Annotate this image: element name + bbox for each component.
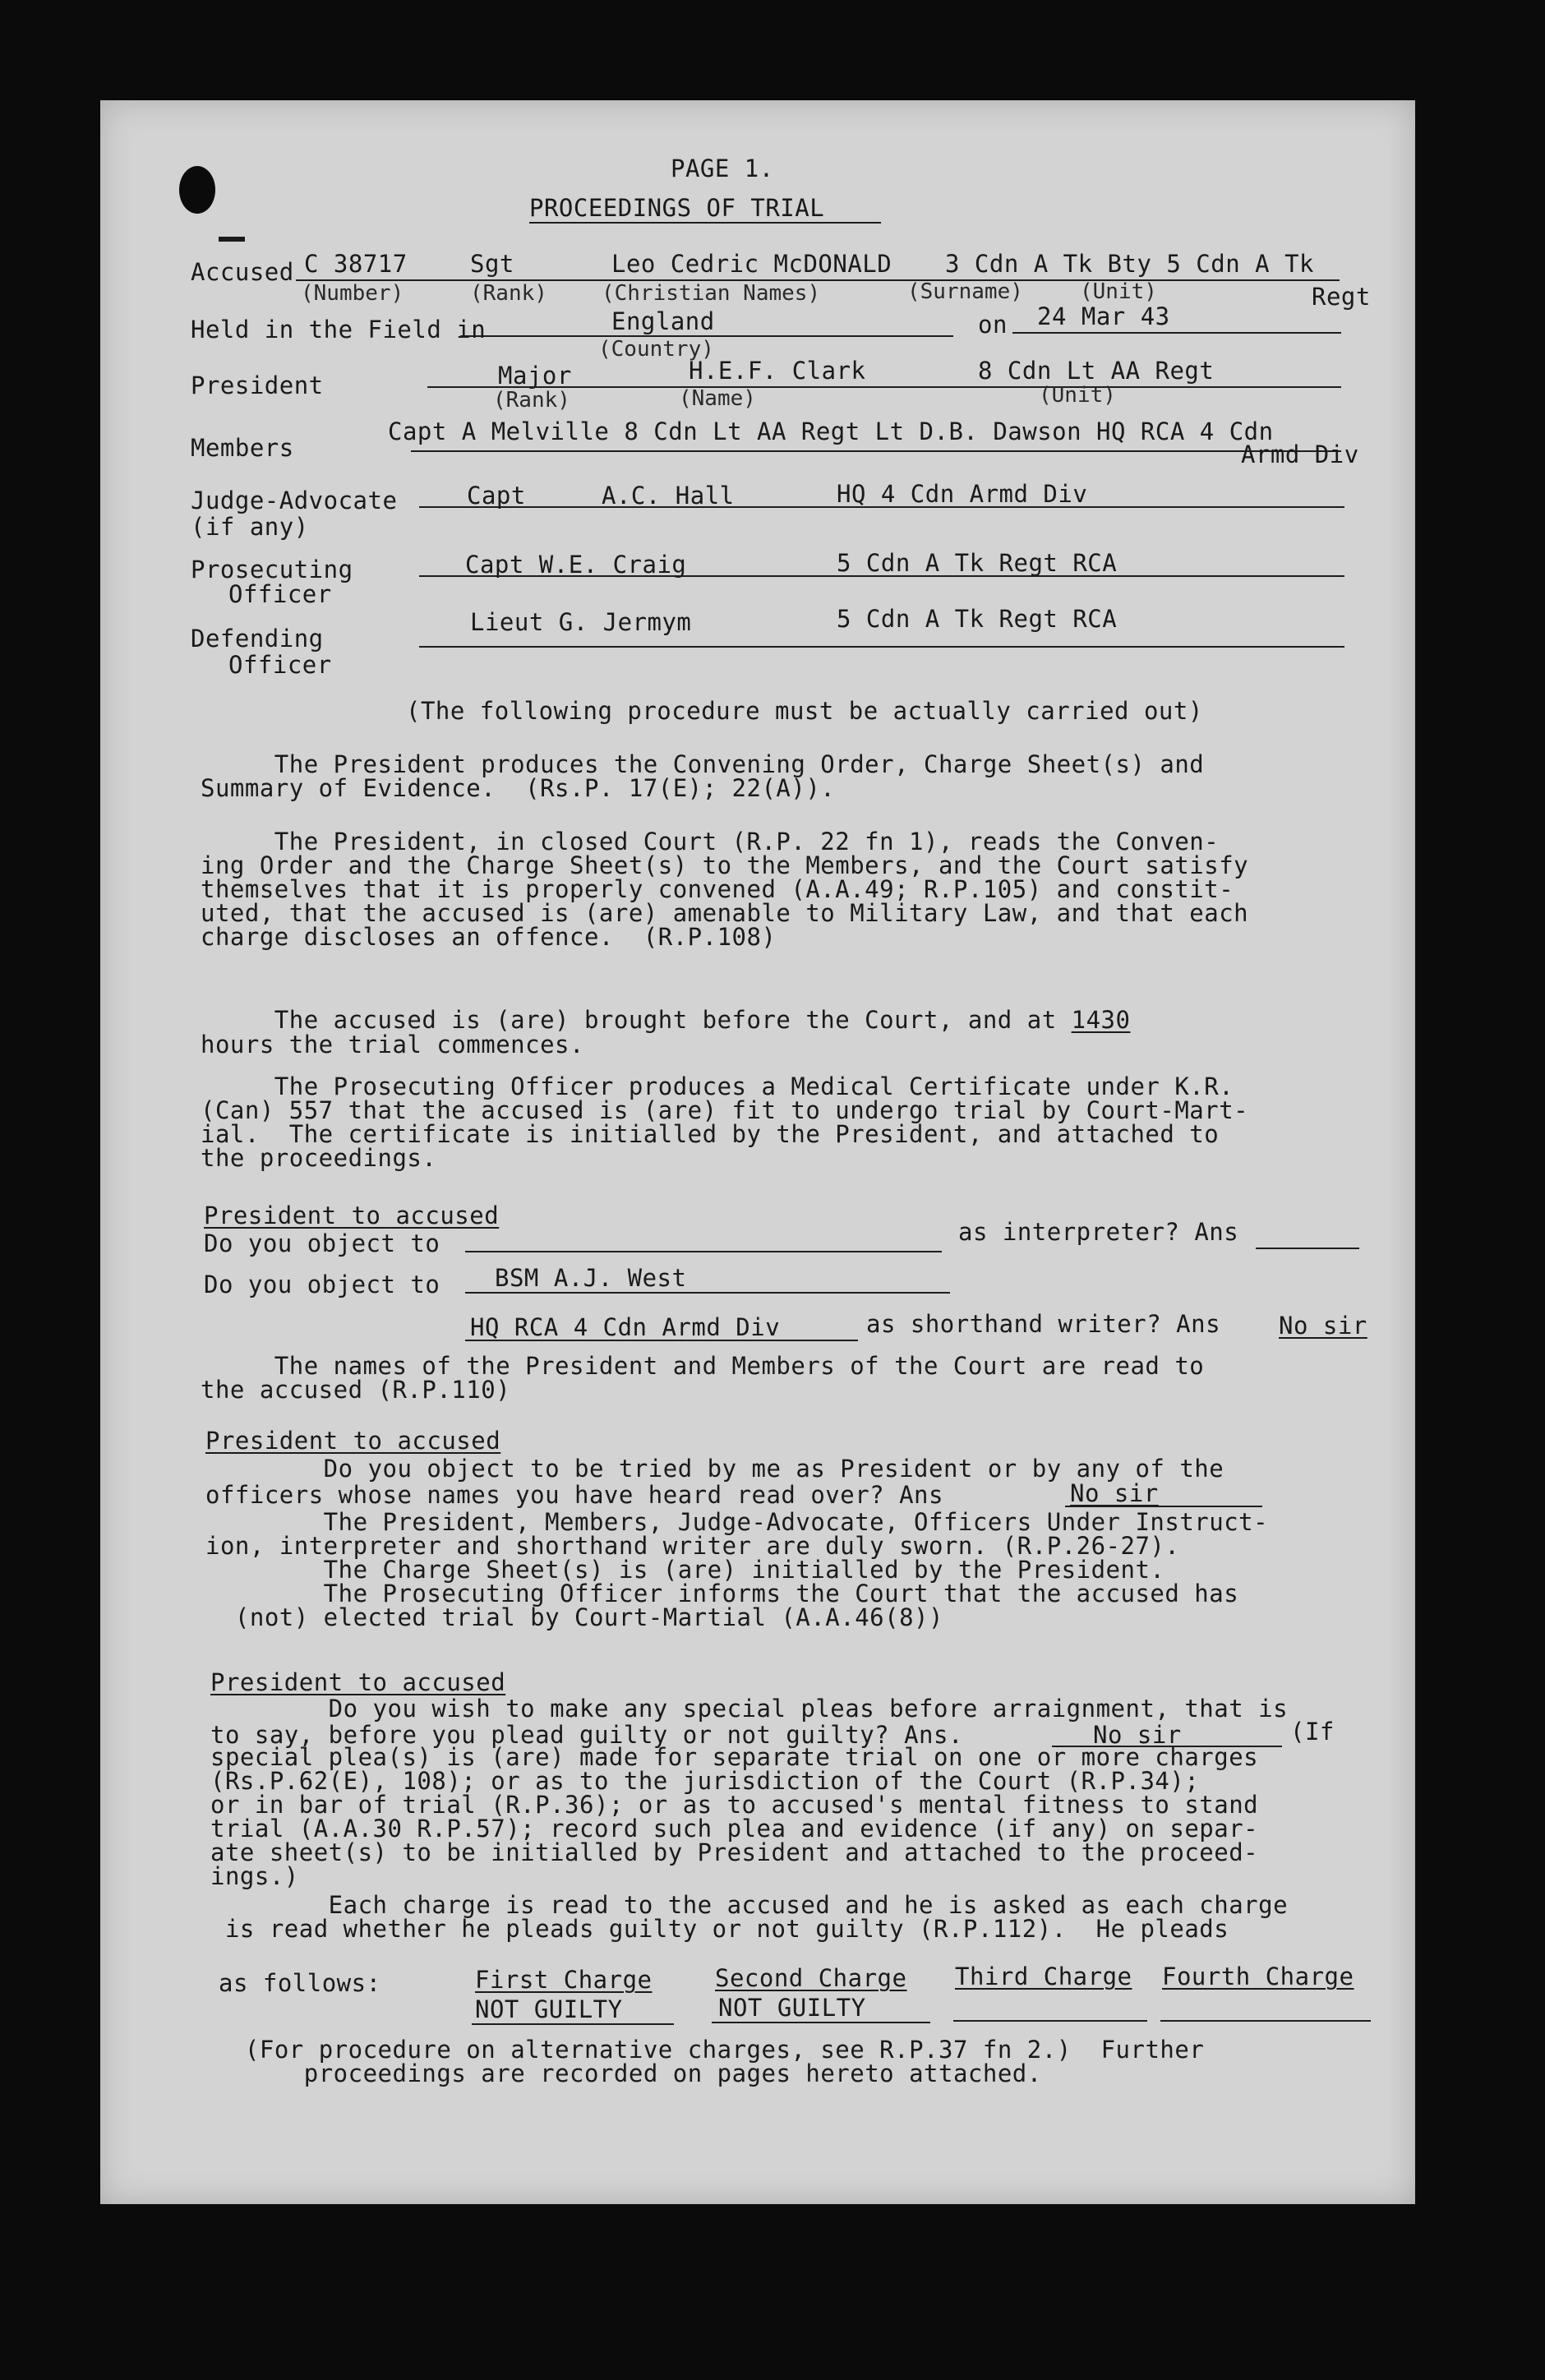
judge-label: Judge-Advocate — [191, 487, 398, 514]
charge-header-3: Third Charge — [955, 1963, 1132, 1990]
caption-rank: (Rank) — [470, 281, 547, 306]
interpreter-answer-line — [1256, 1248, 1359, 1249]
accused-rank: Sgt — [470, 250, 514, 278]
special-pleas-answer: No sir — [1093, 1721, 1182, 1749]
judge-rank: Capt — [467, 482, 526, 510]
shorthand-writer-name: BSM A.J. West — [495, 1264, 687, 1292]
special-pleas-if: (If — [1290, 1718, 1335, 1746]
title-underline — [529, 222, 881, 224]
document-title: PROCEEDINGS OF TRIAL — [529, 194, 825, 222]
charge-plea-1-line — [472, 2023, 674, 2025]
held-label: Held in the Field in — [191, 316, 487, 344]
accused-unit-cont: Regt — [1312, 283, 1371, 311]
trial-start-time: 1430 — [1071, 1006, 1131, 1034]
defending-label: Defending — [191, 625, 324, 653]
as-follows: as follows: — [219, 1969, 381, 1997]
objection-question-2: officers whose names you have heard read over? Ans — [205, 1481, 943, 1509]
page-number: PAGE 1. — [671, 155, 774, 182]
procedure-note: (The following procedure must be actually carried out) — [406, 697, 1203, 725]
judge-unit: HQ 4 Cdn Armd Div — [837, 480, 1088, 508]
accused-number: C 38717 — [304, 250, 408, 278]
charge-plea-3-line — [953, 2020, 1147, 2022]
caption-number: (Number) — [301, 281, 404, 306]
caption-president-rank: (Rank) — [493, 388, 570, 413]
charge-header-4: Fourth Charge — [1162, 1963, 1354, 1990]
held-date: 24 Mar 43 — [1037, 302, 1170, 330]
prosecuting-name: Capt W.E. Craig — [465, 551, 687, 579]
paragraph-names-read: The names of the President and Members of the Court are read to the accused (R.P.110) — [201, 1352, 1205, 1404]
accused-label: Accused — [191, 258, 294, 286]
prosecuting-label: Prosecuting — [191, 556, 353, 583]
on-label: on — [978, 311, 1008, 339]
margin-mark — [219, 237, 245, 242]
caption-president-unit: (Unit) — [1039, 383, 1116, 408]
caption-surname: (Surname) — [907, 279, 1023, 304]
paragraph-closed-court: The President, in closed Court (R.P. 22 fn 1), reads the Conven- ing Order and the Charge Sheet(s) to the Members, and the Court satisfy themselves that it is properly convened (A.A.49; R.P.105) and constit- uted, that the accused is (are) amenable to Military Law, and that each charge discloses an offence. (R.P.108) — [201, 828, 1249, 951]
paragraph-charges-read: Each charge is read to the accused and he is asked as each charge is read whether he pleads guilty or not guilty (R.P.112). He pleads — [224, 1891, 1289, 1943]
footer-note: (For procedure on alternative charges, see R.P.37 fn 2.) Further proceedings are recorded on pages hereto attached. — [244, 2036, 1205, 2087]
paragraph-brought — [201, 1006, 1130, 1034]
interpreter-question-tail: as interpreter? Ans — [958, 1218, 1239, 1246]
members-line — [411, 450, 1341, 452]
charge-header-2: Second Charge — [715, 1964, 907, 1992]
accused-unit: 3 Cdn A Tk Bty 5 Cdn A Tk — [945, 250, 1314, 278]
judge-label-2: (if any) — [191, 513, 309, 541]
special-pleas-question-2: to say, before you plead guilty or not guilty? Ans. — [210, 1721, 963, 1749]
shorthand-line — [465, 1292, 950, 1294]
caption-country: (Country) — [598, 337, 714, 362]
president-unit: 8 Cdn Lt AA Regt — [978, 357, 1215, 385]
defending-name: Lieut G. Jermym — [470, 608, 692, 636]
judge-name: A.C. Hall — [602, 482, 735, 510]
paragraph-commences: hours the trial commences. — [201, 1031, 584, 1059]
shorthand-question: Do you object to — [204, 1271, 440, 1298]
special-pleas-question: Do you wish to make any special pleas before arraignment, that is — [210, 1695, 1289, 1723]
judge-line — [419, 506, 1344, 508]
charge-plea-4-line — [1160, 2020, 1371, 2022]
interpreter-line — [465, 1251, 942, 1252]
objection-answer-line — [1065, 1506, 1262, 1507]
held-country: England — [611, 307, 715, 335]
paragraph-medical: The Prosecuting Officer produces a Medical Certificate under K.R. (Can) 557 that the accused is (are) fit to undergo trial by Court-Mart- ial. The certificate is initialled by the President, and attached to the proceedings. — [201, 1072, 1249, 1172]
defending-unit: 5 Cdn A Tk Regt RCA — [837, 605, 1118, 633]
defending-line — [419, 646, 1344, 648]
caption-unit: (Unit) — [1080, 279, 1157, 304]
heading-president-to-accused-2: President to accused — [205, 1427, 501, 1455]
caption-president-name: (Name) — [679, 386, 756, 411]
paragraph-sworn: The President, Members, Judge-Advocate, Officers Under Instruct- ion, interpreter and shorthand writer are duly sworn. (R.P.26-27). The Charge Sheet(s) is (are) initialled by the President. The Prosecuting Officer informs the Court that the accused has (not) elected trial by Court-Martial (A.A.46(8)) — [205, 1508, 1269, 1631]
shorthand-answer: No sir — [1279, 1312, 1367, 1340]
shorthand-question-tail: as shorthand writer? Ans — [866, 1310, 1221, 1338]
punch-hole — [179, 166, 215, 214]
interpreter-question: Do you object to — [204, 1229, 440, 1257]
shorthand-unit-line — [465, 1340, 858, 1341]
shorthand-writer-unit: HQ RCA 4 Cdn Armd Div — [470, 1313, 781, 1341]
prosecuting-label-2: Officer — [228, 580, 332, 608]
prosecuting-unit: 5 Cdn A Tk Regt RCA — [837, 549, 1118, 577]
charge-plea-1: NOT GUILTY — [475, 1995, 623, 2023]
charge-plea-2: NOT GUILTY — [718, 1994, 866, 2022]
caption-names: (Christian Names) — [602, 281, 821, 306]
paragraph-special-pleas: special plea(s) is (are) made for separate trial on one or more charges (Rs.P.62(E), 108); or as to the jurisdiction of the Court (R.P.34); or in bar of trial (R.P.36); or as to accused's mental fitness to stand trial (A.A.30 R.P.57); record such plea and evidence (if any) on separ- ate sheet(s) to be initialled by President and attached to the proceed- ings.) — [210, 1743, 1259, 1890]
heading-president-to-accused-3: President to accused — [210, 1668, 506, 1696]
defending-label-2: Officer — [228, 651, 332, 679]
objection-answer: No sir — [1070, 1479, 1159, 1507]
held-date-line — [1012, 332, 1341, 334]
charge-plea-2-line — [712, 2022, 930, 2023]
accused-names: Leo Cedric McDONALD — [611, 250, 892, 278]
charge-header-1: First Charge — [475, 1966, 653, 1994]
president-label: President — [191, 371, 324, 399]
president-rank: Major — [498, 362, 572, 390]
paragraph-convening: The President produces the Convening Order, Charge Sheet(s) and Summary of Evidence. (Rs.P. 17(E); 22(A)). — [201, 750, 1205, 802]
members-value: Capt A Melville 8 Cdn Lt AA Regt Lt D.B. Dawson HQ RCA 4 Cdn — [388, 417, 1274, 445]
brought-text: The accused is (are) brought before the Court, and at — [201, 1006, 1072, 1034]
objection-question: Do you object to be tried by me as President or by any of the — [205, 1455, 1224, 1483]
members-value-cont: Armd Div — [1241, 440, 1359, 468]
heading-president-to-accused-1: President to accused — [204, 1202, 500, 1229]
president-name: H.E.F. Clark — [689, 357, 866, 385]
members-label: Members — [191, 434, 294, 462]
prosecuting-line — [419, 575, 1344, 577]
